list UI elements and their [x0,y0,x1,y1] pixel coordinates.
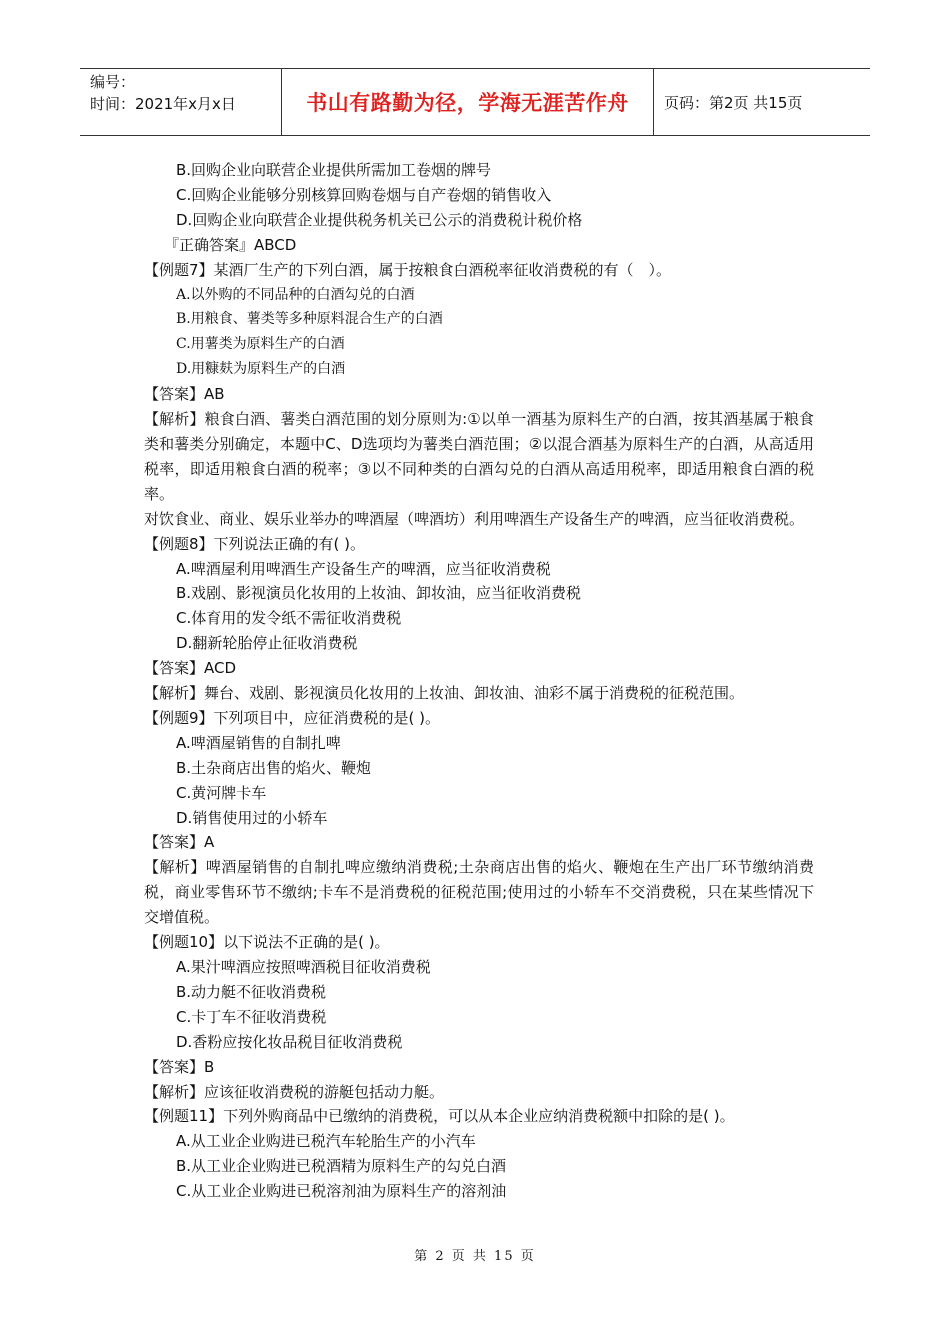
option-line: B.回购企业向联营企业提供所需加工卷烟的牌号 [176,161,492,179]
option-line: C.从工业企业购进已税溶剂油为原料生产的溶剂油 [176,1182,507,1201]
option-line: C.体育用的发令纸不需征收消费税 [176,609,402,628]
question-line: 【例题11】下列外购商品中已缴纳的消费税，可以从本企业应纳消费税额中扣除的是( )。 [144,1107,735,1126]
explanation-paragraph: 【解析】粮食白酒、薯类白酒范围的划分原则为:①以单一酒基为原料生产的白酒，按其酒基属于粮食类和薯类分别确定，本题中C、D选项均为薯类白酒范围；②以混合酒基为原料生产的白酒，从高适用税率，即适用粮食白酒的税率；③以不同种类的白酒勾兑的白酒从高适用税率，即适用粮食白酒的税率。 [144,410,814,503]
option-line: B.用粮食、薯类等多种原料混合生产的白酒 [176,311,443,328]
header-page-number: 页码：第2页 共15页 [664,93,803,112]
option-line: D.翻新轮胎停止征收消费税 [176,634,358,653]
header-meta [80,69,282,135]
option-line: C.卡丁车不征收消费税 [176,1007,327,1026]
question-line: 【例题10】以下说法不正确的是( )。 [144,933,390,952]
page-footer: 第 2 页 共 15 页 [414,1249,536,1264]
header-motto: 书山有路勤为径，学海无涯苦作舟 [282,69,654,135]
option-line: D.回购企业向联营企业提供税务机关已公示的消费税计税价格 [176,210,583,229]
option-line: D.销售使用过的小轿车 [176,808,328,827]
explanation-line: 【解析】舞台、戏剧、影视演员化妆用的上妆油、卸妆油、油彩不属于消费税的征税范围。 [144,684,745,703]
option-line: A.以外购的不同品种的白酒勾兑的白酒 [176,286,415,303]
answer-line: 【答案】A [144,833,215,852]
option-line: A.啤酒屋销售的自制扎啤 [176,733,341,752]
explanation-line: 【解析】应该征收消费税的游艇包括动力艇。 [144,1082,445,1101]
doc-number-label: 编号： [90,73,136,91]
option-line: B.从工业企业购进已税酒精为原料生产的勾兑白酒 [176,1157,507,1176]
option-line: B.土杂商店出售的焰火、鞭炮 [176,758,372,777]
option-line: B.动力艇不征收消费税 [176,982,327,1001]
option-line: D.用糠麸为原料生产的白酒 [176,361,346,378]
option-line: A.果汁啤酒应按照啤酒税目征收消费税 [176,958,431,976]
explanation-paragraph: 对饮食业、商业、娱乐业举办的啤酒屋（啤酒坊）利用啤酒生产设备生产的啤酒，应当征收消费税。 [144,509,805,528]
answer-line: 【答案】ACD [144,659,237,678]
doc-time-label: 时间：2021年x月x日 [90,95,236,113]
option-line: D.香粉应按化妆品税目征收消费税 [176,1032,403,1051]
question-line: 【例题8】下列说法正确的有( )。 [144,534,366,553]
question-line: 【例题7】某酒厂生产的下列白酒，属于按粮食白酒税率征收消费税的有（ ）。 [144,260,672,279]
answer-line: 【答案】AB [144,385,225,404]
option-line: B.戏剧、影视演员化妆用的上妆油、卸妆油，应当征收消费税 [176,584,582,603]
explanation-paragraph: 【解析】啤酒屋销售的自制扎啤应缴纳消费税;土杂商店出售的焰火、鞭炮在生产出厂环节缴纳消费税，商业零售环节不缴纳;卡车不是消费税的征税范围;使用过的小轿车不交消费税，只在某些情况下交增值税。 [144,858,814,927]
option-line: C.黄河牌卡车 [176,783,267,802]
answer-line: 『正确答案』ABCD [164,235,297,254]
answer-line: 【答案】B [144,1057,215,1076]
page-header [80,68,870,136]
question-line: 【例题9】下列项目中，应征消费税的是( )。 [144,708,441,727]
option-line: A.从工业企业购进已税汽车轮胎生产的小汽车 [176,1132,476,1151]
document-body [144,158,814,1204]
option-line: C.回购企业能够分别核算回购卷烟与自产卷烟的销售收入 [176,185,552,204]
option-line: C.用薯类为原料生产的白酒 [176,336,345,353]
option-line: A.啤酒屋利用啤酒生产设备生产的啤酒，应当征收消费税 [176,559,551,578]
